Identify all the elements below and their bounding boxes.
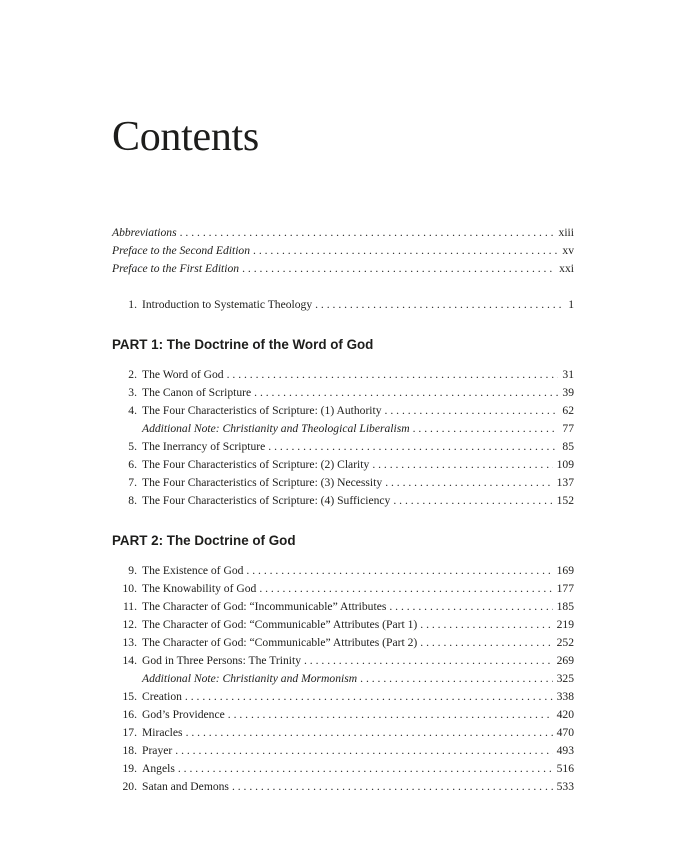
toc-entry-number: 5. — [128, 440, 137, 453]
toc-entry-number: 6. — [128, 458, 137, 471]
toc-entry-preface-second-edition[interactable] — [112, 242, 574, 260]
toc-entry-chapter-17[interactable] — [112, 724, 574, 742]
toc-entry-chapter-8[interactable] — [112, 492, 574, 510]
part-2-entries — [112, 562, 574, 796]
toc-entry-title: The Four Characteristics of Scripture: (1) Authority — [142, 404, 382, 417]
toc-entry-number: 10. — [122, 582, 137, 595]
part-1-entries — [112, 366, 574, 510]
toc-entry-page: 470 — [556, 726, 574, 739]
toc-entry-number: 15. — [122, 690, 137, 703]
toc-entry-number: 8. — [128, 494, 137, 507]
toc-entry-title: Creation — [142, 690, 182, 703]
toc-entry-page: 109 — [556, 458, 574, 471]
leader-dots — [360, 670, 552, 688]
toc-entry-title: The Four Characteristics of Scripture: (4) Sufficiency — [142, 494, 391, 507]
toc-entry-page: 420 — [556, 708, 574, 721]
toc-entry-number: 20. — [122, 780, 137, 793]
page-title: Contents — [112, 114, 259, 160]
toc-entry-title: The Canon of Scripture — [142, 386, 252, 399]
toc-entry-abbreviations[interactable] — [112, 224, 574, 242]
toc-entry-number: 13. — [122, 636, 137, 649]
toc-entry-chapter-16[interactable] — [112, 706, 574, 724]
toc-entry-page: 338 — [556, 690, 574, 703]
toc-entry-page: 325 — [556, 672, 574, 685]
leader-dots — [178, 760, 553, 778]
toc-entry-chapter-15[interactable] — [112, 688, 574, 706]
toc-entry-chapter-14[interactable] — [112, 652, 574, 670]
toc-entry-number: 11. — [122, 600, 137, 613]
leader-dots — [268, 438, 558, 456]
toc-entry-page: 516 — [556, 762, 574, 775]
toc-entry-title: The Word of God — [142, 368, 224, 381]
leader-dots — [254, 384, 558, 402]
toc-entry-number: 1. — [128, 298, 137, 311]
toc-entry-page: 137 — [556, 476, 574, 489]
table-of-contents — [112, 224, 574, 796]
toc-entry-number: 3. — [128, 386, 137, 399]
toc-entry-number: 12. — [122, 618, 137, 631]
toc-entry-chapter-20[interactable] — [112, 778, 574, 796]
toc-entry-chapter-10[interactable] — [112, 580, 574, 598]
toc-entry-chapter-9[interactable] — [112, 562, 574, 580]
toc-entry-additional-note-liberalism[interactable] — [112, 420, 574, 438]
toc-entry-title: Miracles — [142, 726, 183, 739]
toc-entry-chapter-3[interactable] — [112, 384, 574, 402]
leader-dots — [185, 688, 553, 706]
toc-entry-chapter-19[interactable] — [112, 760, 574, 778]
leader-dots — [413, 420, 559, 438]
toc-entry-title: The Existence of God — [142, 564, 244, 577]
toc-entry-number: 18. — [122, 744, 137, 757]
toc-entry-title: The Knowability of God — [142, 582, 257, 595]
toc-entry-title: God in Three Persons: The Trinity — [142, 654, 301, 667]
leader-dots — [372, 456, 552, 474]
toc-entry-number: 2. — [128, 368, 137, 381]
toc-entry-page: xxi — [559, 262, 574, 275]
leader-dots — [228, 706, 553, 724]
toc-entry-additional-note-mormonism[interactable] — [112, 670, 574, 688]
toc-entry-page: 252 — [556, 636, 574, 649]
toc-entry-page: 77 — [562, 422, 574, 435]
toc-entry-title: Abbreviations — [112, 226, 177, 239]
toc-entry-page: xv — [562, 244, 574, 257]
toc-entry-title: The Character of God: “Communicable” Attributes (Part 2) — [142, 636, 418, 649]
toc-entry-chapter-5[interactable] — [112, 438, 574, 456]
toc-entry-number: 7. — [128, 476, 137, 489]
toc-entry-title: Satan and Demons — [142, 780, 229, 793]
leader-dots — [180, 224, 555, 242]
toc-entry-preface-first-edition[interactable] — [112, 260, 574, 278]
toc-entry-number: 4. — [128, 404, 137, 417]
toc-entry-title: God’s Providence — [142, 708, 225, 721]
toc-entry-title: Prayer — [142, 744, 173, 757]
toc-entry-page: 39 — [562, 386, 574, 399]
toc-entry-title: Preface to the First Edition — [112, 262, 240, 275]
toc-entry-number: 14. — [122, 654, 137, 667]
toc-entry-page: 169 — [556, 564, 574, 577]
leader-dots — [393, 492, 552, 510]
toc-entry-chapter-6[interactable] — [112, 456, 574, 474]
toc-entry-title: The Inerrancy of Scripture — [142, 440, 266, 453]
toc-entry-page: 152 — [556, 494, 574, 507]
front-matter-list — [112, 224, 574, 278]
leader-dots — [227, 366, 559, 384]
toc-entry-number: 19. — [122, 762, 137, 775]
toc-entry-number: 9. — [128, 564, 137, 577]
toc-entry-page: 533 — [556, 780, 574, 793]
toc-entry-page: 185 — [556, 600, 574, 613]
leader-dots — [385, 474, 552, 492]
leader-dots — [175, 742, 552, 760]
toc-entry-title: The Four Characteristics of Scripture: (2) Clarity — [142, 458, 370, 471]
toc-entry-title: Additional Note: Christianity and Mormonism — [142, 672, 358, 685]
toc-entry-page: 1 — [568, 298, 574, 311]
leader-dots — [186, 724, 553, 742]
leader-dots — [420, 616, 552, 634]
toc-entry-chapter-18[interactable] — [112, 742, 574, 760]
toc-entry-title: The Character of God: “Incommunicable” Attributes — [142, 600, 387, 613]
leader-dots — [420, 634, 552, 652]
toc-entry-title: The Four Characteristics of Scripture: (3) Necessity — [142, 476, 383, 489]
toc-entry-title: Angels — [142, 762, 175, 775]
toc-entry-page: 269 — [556, 654, 574, 667]
toc-entry-page: 493 — [556, 744, 574, 757]
toc-entry-chapter-12[interactable] — [112, 616, 574, 634]
toc-entry-chapter-2[interactable] — [112, 366, 574, 384]
leader-dots — [259, 580, 552, 598]
leader-dots — [304, 652, 553, 670]
leader-dots — [232, 778, 553, 796]
leader-dots — [389, 598, 552, 616]
toc-entry-title: Preface to the Second Edition — [112, 244, 251, 257]
toc-entry-number: 17. — [122, 726, 137, 739]
toc-entry-chapter-11[interactable] — [112, 598, 574, 616]
toc-entry-chapter-1[interactable] — [112, 296, 574, 314]
toc-entry-chapter-7[interactable] — [112, 474, 574, 492]
toc-entry-page: 177 — [556, 582, 574, 595]
toc-entry-title: The Character of God: “Communicable” Attributes (Part 1) — [142, 618, 418, 631]
part-heading-2: PART 2: The Doctrine of God — [112, 533, 296, 548]
leader-dots — [385, 402, 559, 420]
toc-entry-title: Introduction to Systematic Theology — [142, 298, 313, 311]
part-heading-1: PART 1: The Doctrine of the Word of God — [112, 337, 374, 352]
toc-entry-page: 219 — [556, 618, 574, 631]
leader-dots — [315, 296, 564, 314]
toc-entry-chapter-13[interactable] — [112, 634, 574, 652]
toc-entry-title: Additional Note: Christianity and Theological Liberalism — [142, 422, 410, 435]
toc-entry-number: 16. — [122, 708, 137, 721]
toc-entry-page: 31 — [562, 368, 574, 381]
leader-dots — [253, 242, 558, 260]
toc-entry-page: xiii — [558, 226, 574, 239]
toc-entry-page: 85 — [562, 440, 574, 453]
toc-entry-chapter-4[interactable] — [112, 402, 574, 420]
toc-entry-page: 62 — [562, 404, 574, 417]
leader-dots — [246, 562, 552, 580]
leader-dots — [242, 260, 555, 278]
